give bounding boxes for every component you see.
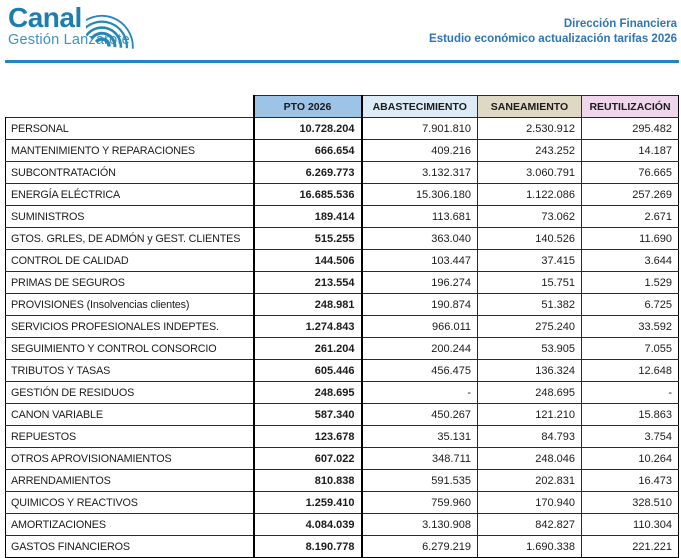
cell-abastecimiento: 6.279.219 <box>362 536 478 558</box>
budget-table-container <box>5 95 679 558</box>
cell-reutilizacion: 7.055 <box>582 338 679 360</box>
row-label: REPUESTOS <box>6 426 254 448</box>
cell-abastecimiento: 363.040 <box>362 228 478 250</box>
cell-abastecimiento: 966.011 <box>362 316 478 338</box>
table-row <box>6 118 679 140</box>
cell-saneamiento: 170.940 <box>478 492 582 514</box>
table-row <box>6 316 679 338</box>
row-label: SEGUIMIENTO Y CONTROL CONSORCIO <box>6 338 254 360</box>
cell-reutilizacion: 257.269 <box>582 184 679 206</box>
cell-reutilizacion: 10.264 <box>582 448 679 470</box>
cell-abastecimiento: 7.901.810 <box>362 118 478 140</box>
cell-saneamiento: 2.530.912 <box>478 118 582 140</box>
row-label: OTROS APROVISIONAMIENTOS <box>6 448 254 470</box>
row-label: SERVICIOS PROFESIONALES INDEPTES. <box>6 316 254 338</box>
cell-pto-2026: 1.259.410 <box>254 492 362 514</box>
cell-pto-2026: 213.554 <box>254 272 362 294</box>
cell-saneamiento: 121.210 <box>478 404 582 426</box>
table-row <box>6 162 679 184</box>
cell-reutilizacion: 3.644 <box>582 250 679 272</box>
row-label: AMORTIZACIONES <box>6 514 254 536</box>
row-label: GESTIÓN DE RESIDUOS <box>6 382 254 404</box>
row-label: CANON VARIABLE <box>6 404 254 426</box>
cell-pto-2026: 4.084.039 <box>254 514 362 536</box>
table-row <box>6 140 679 162</box>
cell-abastecimiento: 456.475 <box>362 360 478 382</box>
cell-reutilizacion: 110.304 <box>582 514 679 536</box>
table-row <box>6 228 679 250</box>
col-header-saneamiento: SANEAMIENTO <box>478 96 582 118</box>
table-row <box>6 250 679 272</box>
document-header-line1: Dirección Financiera <box>563 18 677 30</box>
cell-abastecimiento: 450.267 <box>362 404 478 426</box>
cell-abastecimiento: 103.447 <box>362 250 478 272</box>
cell-saneamiento: 84.793 <box>478 426 582 448</box>
cell-abastecimiento: 196.274 <box>362 272 478 294</box>
cell-pto-2026: 587.340 <box>254 404 362 426</box>
cell-pto-2026: 607.022 <box>254 448 362 470</box>
canal-logo <box>8 4 208 56</box>
row-label: QUIMICOS Y REACTIVOS <box>6 492 254 514</box>
cell-reutilizacion: - <box>582 382 679 404</box>
cell-reutilizacion: 16.473 <box>582 470 679 492</box>
table-row <box>6 448 679 470</box>
cell-saneamiento: 248.695 <box>478 382 582 404</box>
cell-abastecimiento: - <box>362 382 478 404</box>
cell-reutilizacion: 328.510 <box>582 492 679 514</box>
cell-saneamiento: 248.046 <box>478 448 582 470</box>
cell-pto-2026: 261.204 <box>254 338 362 360</box>
cell-abastecimiento: 15.306.180 <box>362 184 478 206</box>
cell-pto-2026: 16.685.536 <box>254 184 362 206</box>
cell-pto-2026: 248.981 <box>254 294 362 316</box>
row-label: PROVISIONES (Insolvencias clientes) <box>6 294 254 316</box>
row-label: GTOS. GRLES, DE ADMÓN y GEST. CLIENTES <box>6 228 254 250</box>
cell-pto-2026: 10.728.204 <box>254 118 362 140</box>
row-label: PERSONAL <box>6 118 254 140</box>
cell-abastecimiento: 113.681 <box>362 206 478 228</box>
cell-saneamiento: 15.751 <box>478 272 582 294</box>
divider-rule <box>5 60 679 63</box>
row-label: GASTOS FINANCIEROS <box>6 536 254 558</box>
col-header-reutilizacion: REUTILIZACIÓN <box>582 96 679 118</box>
cell-pto-2026: 1.274.843 <box>254 316 362 338</box>
cell-saneamiento: 1.690.338 <box>478 536 582 558</box>
col-header-pto-2026: PTO 2026 <box>254 96 362 118</box>
cell-saneamiento: 51.382 <box>478 294 582 316</box>
cell-reutilizacion: 3.754 <box>582 426 679 448</box>
cell-pto-2026: 666.654 <box>254 140 362 162</box>
cell-pto-2026: 515.255 <box>254 228 362 250</box>
table-row <box>6 404 679 426</box>
table-row <box>6 184 679 206</box>
cell-reutilizacion: 33.592 <box>582 316 679 338</box>
table-row <box>6 470 679 492</box>
cell-pto-2026: 810.838 <box>254 470 362 492</box>
cell-reutilizacion: 1.529 <box>582 272 679 294</box>
logo-title: Canal <box>8 2 82 33</box>
table-row <box>6 360 679 382</box>
header-spacer <box>6 96 254 118</box>
col-header-abastecimiento: ABASTECIMIENTO <box>362 96 478 118</box>
cell-pto-2026: 123.678 <box>254 426 362 448</box>
cell-reutilizacion: 221.221 <box>582 536 679 558</box>
cell-pto-2026: 605.446 <box>254 360 362 382</box>
cell-saneamiento: 73.062 <box>478 206 582 228</box>
cell-saneamiento: 136.324 <box>478 360 582 382</box>
cell-saneamiento: 275.240 <box>478 316 582 338</box>
cell-pto-2026: 8.190.778 <box>254 536 362 558</box>
cell-abastecimiento: 35.131 <box>362 426 478 448</box>
cell-abastecimiento: 3.132.317 <box>362 162 478 184</box>
cell-reutilizacion: 6.725 <box>582 294 679 316</box>
table-row <box>6 206 679 228</box>
table-row <box>6 272 679 294</box>
header-row <box>6 96 679 118</box>
cell-saneamiento: 1.122.086 <box>478 184 582 206</box>
cell-abastecimiento: 348.711 <box>362 448 478 470</box>
cell-reutilizacion: 76.665 <box>582 162 679 184</box>
row-label: MANTENIMIENTO Y REPARACIONES <box>6 140 254 162</box>
document-header <box>429 17 677 47</box>
cell-saneamiento: 243.252 <box>478 140 582 162</box>
cell-reutilizacion: 15.863 <box>582 404 679 426</box>
cell-pto-2026: 189.414 <box>254 206 362 228</box>
table-row <box>6 426 679 448</box>
cell-abastecimiento: 190.874 <box>362 294 478 316</box>
cell-reutilizacion: 295.482 <box>582 118 679 140</box>
cell-reutilizacion: 12.648 <box>582 360 679 382</box>
cell-pto-2026: 6.269.773 <box>254 162 362 184</box>
document-header-line2: Estudio económico actualización tarifas 2026 <box>429 33 677 45</box>
table-row <box>6 338 679 360</box>
cell-abastecimiento: 200.244 <box>362 338 478 360</box>
cell-reutilizacion: 14.187 <box>582 140 679 162</box>
row-label: SUMINISTROS <box>6 206 254 228</box>
row-label: ENERGÍA ELÉCTRICA <box>6 184 254 206</box>
cell-abastecimiento: 3.130.908 <box>362 514 478 536</box>
row-label: SUBCONTRATACIÓN <box>6 162 254 184</box>
row-label: ARRENDAMIENTOS <box>6 470 254 492</box>
cell-saneamiento: 53.905 <box>478 338 582 360</box>
cell-abastecimiento: 759.960 <box>362 492 478 514</box>
cell-saneamiento: 3.060.791 <box>478 162 582 184</box>
row-label: PRIMAS DE SEGUROS <box>6 272 254 294</box>
row-label: TRIBUTOS Y TASAS <box>6 360 254 382</box>
cell-saneamiento: 140.526 <box>478 228 582 250</box>
row-label: CONTROL DE CALIDAD <box>6 250 254 272</box>
cell-abastecimiento: 409.216 <box>362 140 478 162</box>
cell-reutilizacion: 11.690 <box>582 228 679 250</box>
cell-abastecimiento: 591.535 <box>362 470 478 492</box>
canal-waves-icon <box>86 2 156 57</box>
cell-pto-2026: 248.695 <box>254 382 362 404</box>
cell-reutilizacion: 2.671 <box>582 206 679 228</box>
table-row <box>6 536 679 558</box>
budget-table <box>5 95 679 558</box>
cell-saneamiento: 202.831 <box>478 470 582 492</box>
cell-saneamiento: 842.827 <box>478 514 582 536</box>
table-row <box>6 294 679 316</box>
cell-saneamiento: 37.415 <box>478 250 582 272</box>
table-row <box>6 492 679 514</box>
table-row <box>6 382 679 404</box>
logo-subtitle: Gestión Lanzarote <box>8 32 130 48</box>
table-row <box>6 514 679 536</box>
cell-pto-2026: 144.506 <box>254 250 362 272</box>
